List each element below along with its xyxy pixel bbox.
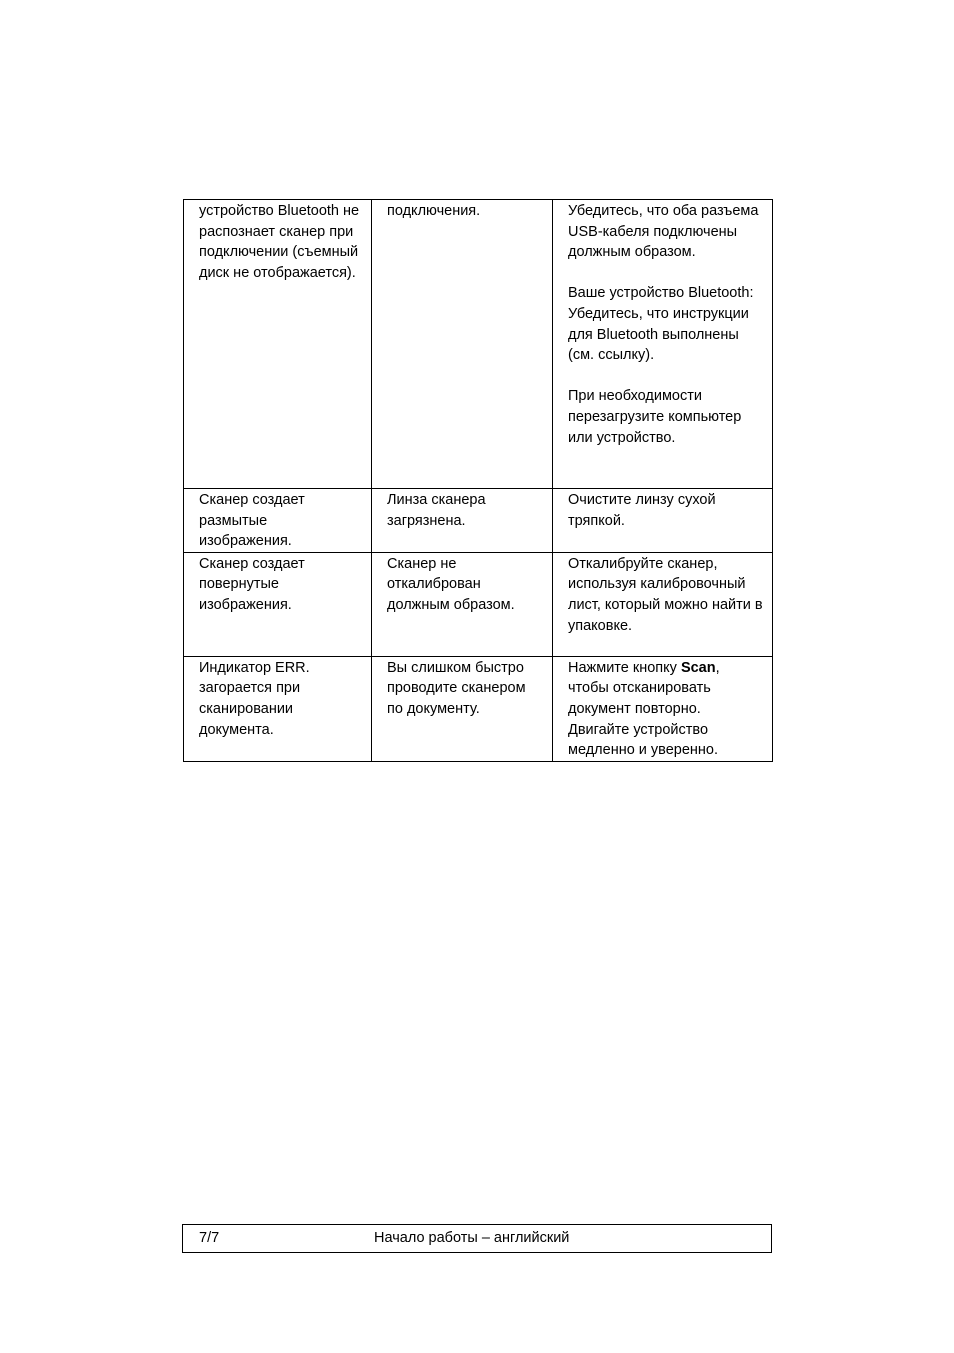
cause-text: Вы слишком быстро проводите сканером по документу. [387,659,526,717]
table-row [184,656,773,761]
paragraph-gap [568,263,764,284]
solution-text: , чтобы отсканировать документ повторно. Двигайте устройство медленно и уверенно. [568,659,720,759]
solution-cell [553,200,773,489]
cause-cell [372,489,553,553]
table-row [184,489,773,553]
solution-text: Нажмите кнопку [568,659,681,676]
page-number: 7/7 [199,1230,220,1246]
solution-cell [553,552,773,656]
problem-cell [184,656,372,761]
cause-cell [372,656,553,761]
table-row [184,200,773,489]
footer-title: Начало работы – английский [374,1230,570,1246]
solution-text: Убедитесь, что инструкции для Bluetooth выполнены (см. ссылку). [568,305,749,364]
table-row [184,552,773,656]
problem-text: Индикатор ERR. загорается при сканировании документа. [199,659,310,738]
problem-text: Сканер создает размытые изображения. [199,492,305,550]
problem-cell [184,552,372,656]
cause-cell [372,200,553,489]
paragraph-gap [568,366,764,387]
cause-text: Линза сканера загрязнена. [387,492,486,529]
troubleshooting-table [183,199,773,762]
solution-text: Ваше устройство Bluetooth: [568,285,754,302]
problem-text: устройство Bluetooth не распознает сканер при подключении (съемный диск не отображается). [199,203,360,281]
cause-text: подключения. [387,203,481,219]
solution-text: При необходимости перезагрузите компьютер или устройство. [568,388,742,446]
problem-text: Сканер создает повернутые изображения. [199,555,305,613]
solution-text: Очистите линзу сухой тряпкой. [568,492,716,529]
cause-text: Сканер не откалиброван должным образом. [387,555,515,613]
solution-cell [553,489,773,553]
solution-text: Откалибруйте сканер, используя калибровочный лист, который можно найти в упаковке. [568,555,763,634]
problem-cell [184,489,372,553]
page-footer [182,1224,772,1253]
scan-button-name: Scan [680,659,716,676]
solution-cell [553,656,773,761]
problem-cell [184,200,372,489]
solution-text: Убедитесь, что оба разъема USB-кабеля подключены должным образом. [568,203,759,261]
cause-cell [372,552,553,656]
